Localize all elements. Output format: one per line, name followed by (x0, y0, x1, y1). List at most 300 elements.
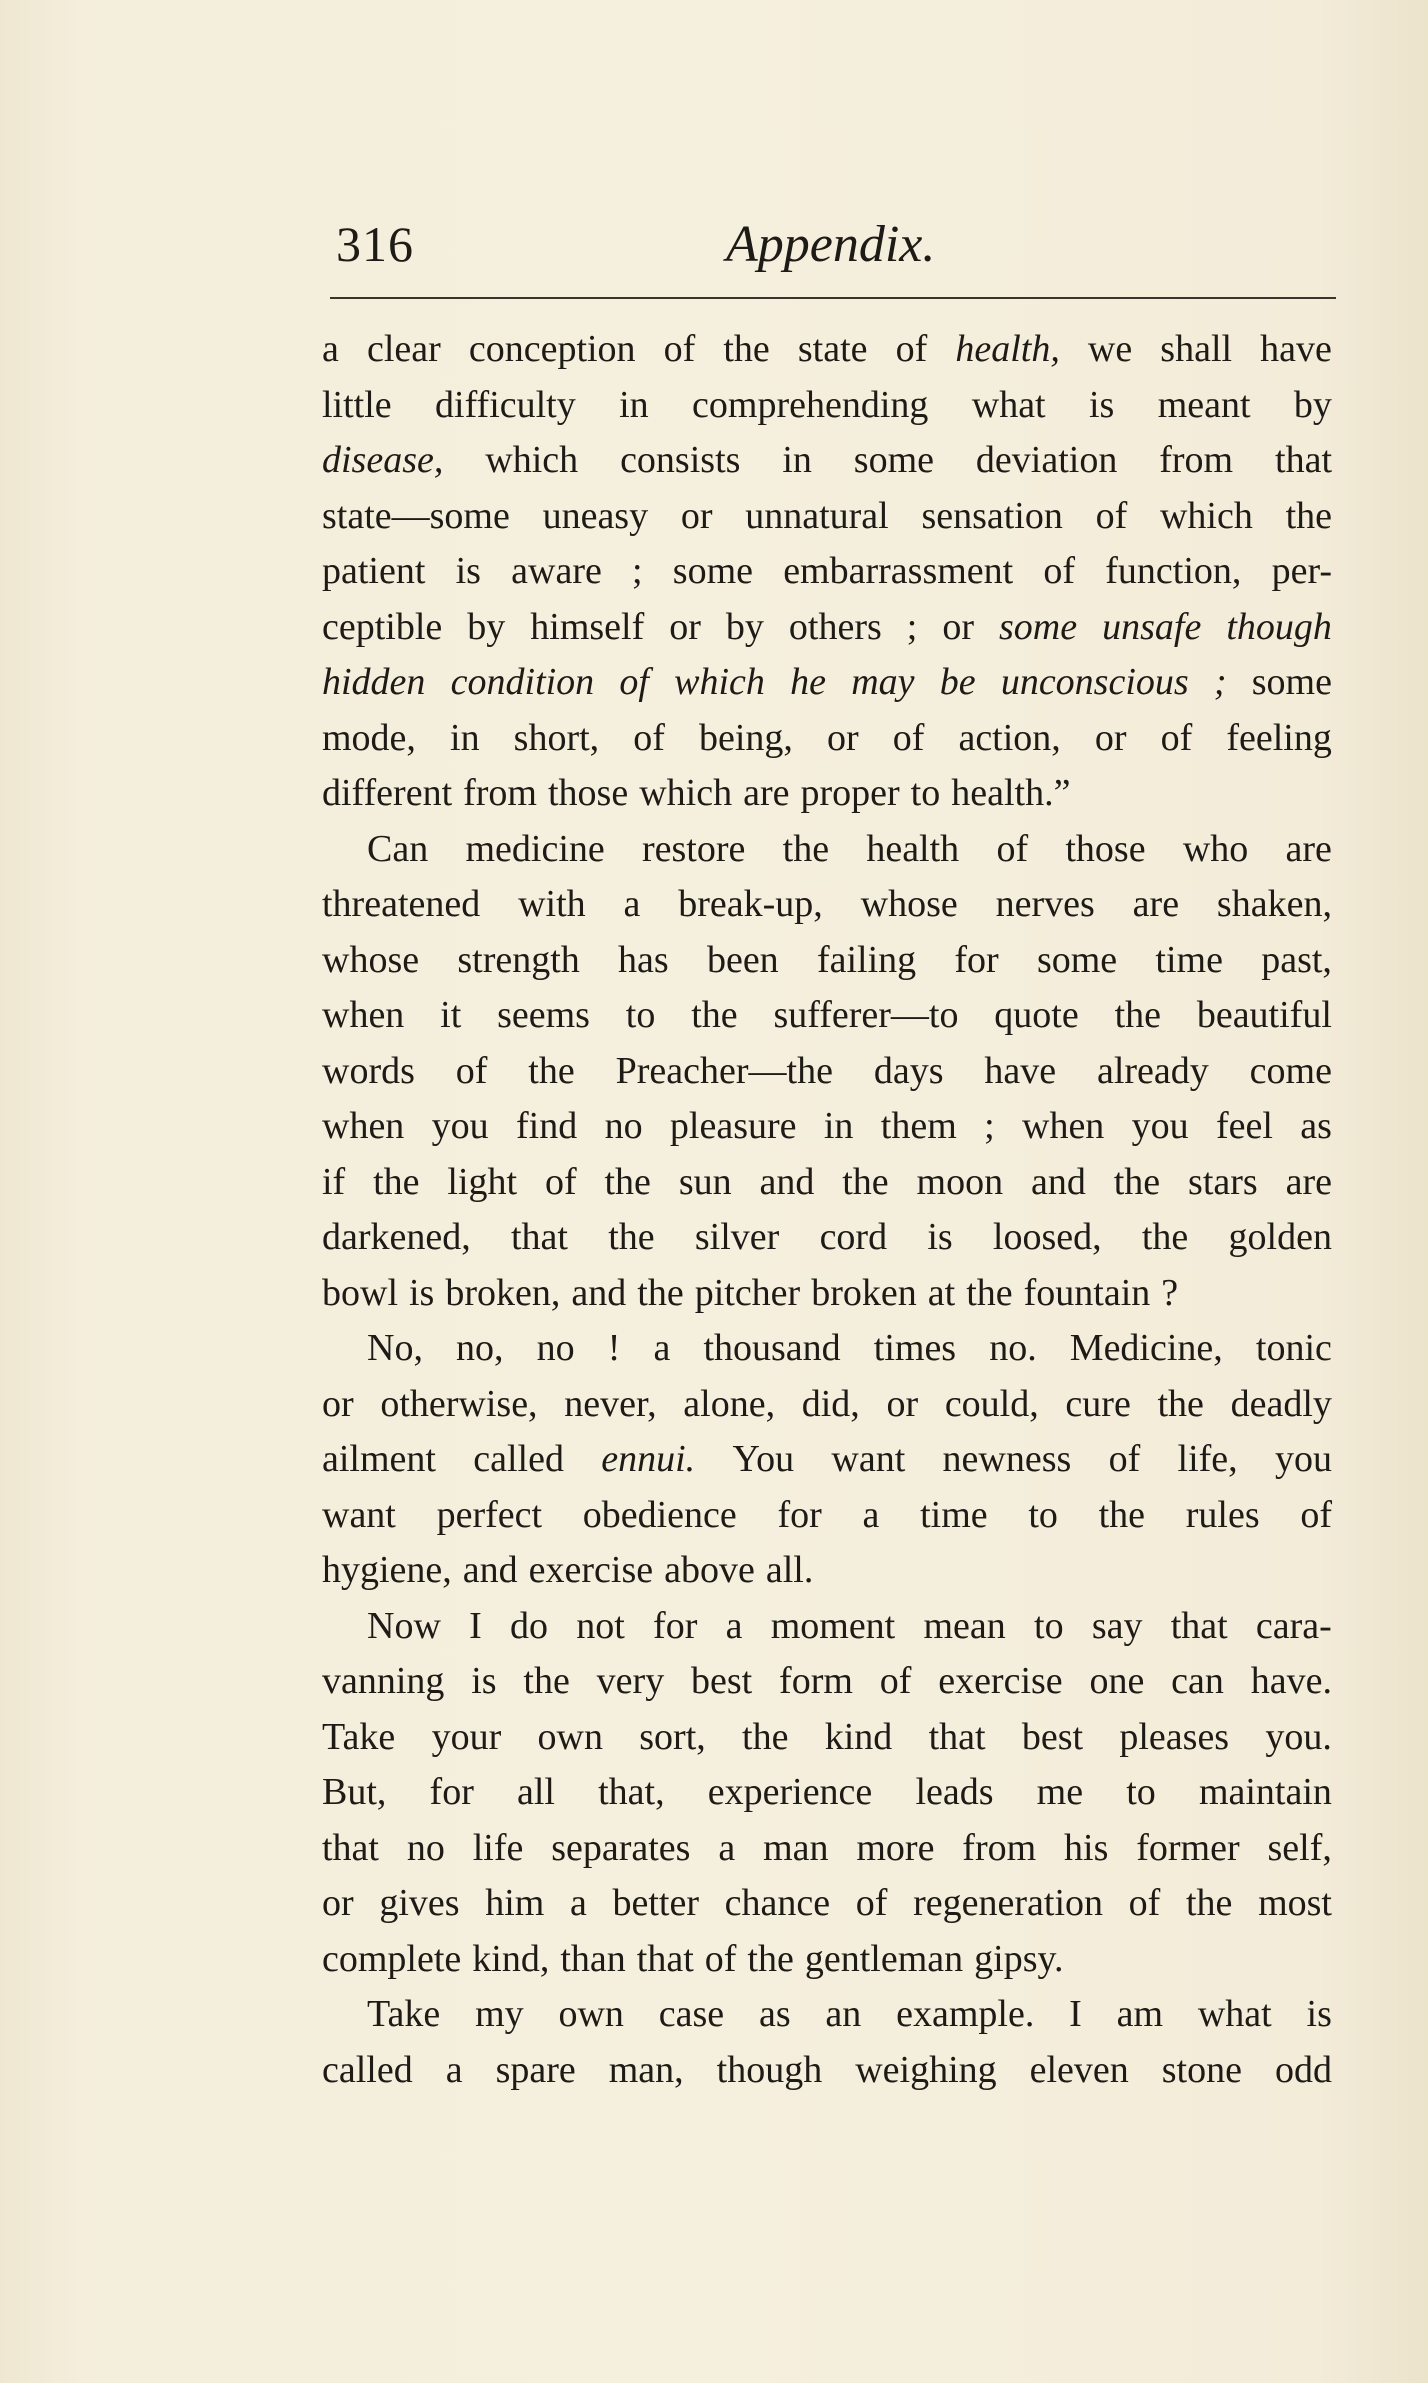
word: you. (1265, 1715, 1332, 1758)
word: of (892, 716, 925, 759)
word: seems (497, 994, 590, 1036)
word: some (672, 550, 753, 592)
word: who (1182, 827, 1249, 870)
text-line (322, 327, 1332, 383)
text-line (322, 660, 1332, 716)
word: the (604, 1160, 651, 1203)
word: form (779, 1660, 853, 1702)
word: to (1034, 1604, 1064, 1647)
word: threatened (322, 883, 481, 925)
word: alone, (683, 1382, 776, 1425)
text-line (322, 716, 1332, 772)
word: others (788, 605, 882, 648)
word: the (1185, 1882, 1233, 1924)
word: gentleman (804, 1937, 964, 1980)
word: never, (564, 1382, 657, 1425)
word: state (797, 328, 868, 370)
word: in (782, 439, 812, 481)
italic-word: condition (450, 661, 595, 703)
word: being, (698, 716, 793, 759)
word: the (1098, 1493, 1146, 1536)
word: of (663, 328, 696, 370)
word: or (680, 494, 713, 537)
word: aware (511, 550, 602, 592)
word: of (1108, 1438, 1141, 1480)
word: for (954, 938, 999, 981)
text-line (322, 1604, 1332, 1660)
word: that (322, 1826, 379, 1869)
word: no, (456, 1327, 504, 1369)
word: is (471, 1660, 497, 1702)
word: as (1300, 1105, 1332, 1147)
word: You (732, 1438, 795, 1480)
word: self, (1267, 1826, 1332, 1869)
word: you (431, 1105, 489, 1147)
word: darkened, (322, 1216, 471, 1258)
word: in (619, 383, 649, 426)
word: the (528, 1049, 575, 1092)
word: of (996, 827, 1029, 870)
word: find (516, 1105, 578, 1147)
word: or (886, 1382, 919, 1425)
word: one (1089, 1660, 1145, 1702)
word: from (1159, 439, 1234, 481)
word: silver (694, 1216, 780, 1258)
word: with (518, 883, 586, 925)
word: of (544, 1160, 577, 1203)
word: when (322, 1105, 405, 1147)
word: perfect (436, 1493, 543, 1536)
word: the (637, 1271, 684, 1314)
word: have. (1250, 1660, 1332, 1702)
word: himself (530, 605, 645, 648)
word: to (1028, 1493, 1058, 1536)
word: though (716, 2048, 823, 2091)
word: No, (367, 1327, 423, 1369)
word: former (1136, 1826, 1240, 1869)
word: newness (942, 1438, 1072, 1480)
word: by (1293, 383, 1332, 426)
word: say (1091, 1604, 1143, 1647)
word: Medicine, (1069, 1327, 1223, 1369)
word: want (322, 1493, 396, 1536)
word: tonic (1255, 1327, 1332, 1369)
word: a (623, 883, 641, 925)
word: otherwise, (380, 1382, 538, 1425)
word: broken (811, 1271, 917, 1314)
word: or (942, 605, 975, 648)
word: gipsy. (974, 1937, 1064, 1980)
word: am (1116, 1993, 1164, 2035)
word: quote (994, 994, 1079, 1036)
word: clear (366, 328, 441, 370)
word: that, (598, 1771, 665, 1813)
word: own (558, 1993, 624, 2035)
word: for (429, 1771, 474, 1813)
word: an (825, 1993, 862, 2035)
italic-word: unconscious (1000, 661, 1189, 703)
word: are (1285, 827, 1332, 870)
word: whose (860, 883, 958, 925)
word: feel (1216, 1105, 1273, 1147)
word: no. (989, 1327, 1037, 1369)
word: which (639, 772, 733, 814)
word: is (927, 1216, 953, 1258)
italic-word: may (851, 661, 915, 703)
word: health.” (951, 772, 1071, 814)
word: ; (984, 1105, 995, 1147)
word: or (1094, 716, 1127, 759)
word: come (1249, 1049, 1332, 1092)
word: those (1065, 827, 1146, 870)
word: Preacher—the (615, 1049, 833, 1092)
word: is (1088, 383, 1115, 426)
word: ; (632, 550, 643, 592)
text-line (322, 383, 1332, 439)
word: already (1096, 1049, 1209, 1092)
word: strength (457, 938, 580, 981)
word: of (1300, 1493, 1332, 1536)
word: medicine (465, 827, 605, 870)
word: example. (896, 1993, 1035, 2035)
text-line (322, 771, 1332, 827)
word: that (1170, 1604, 1228, 1647)
word: sensation (921, 494, 1063, 537)
word: the (691, 994, 738, 1036)
word: deviation (975, 439, 1118, 481)
text-line (322, 494, 1332, 550)
word: Take (367, 1993, 441, 2035)
word: what (971, 383, 1046, 426)
word: that (1275, 439, 1332, 481)
word: is (409, 1271, 435, 1314)
word: vanning (322, 1660, 445, 1702)
word: fountain (1023, 1271, 1151, 1314)
word: exercise (528, 1549, 654, 1591)
word: called (473, 1438, 564, 1480)
word: some (853, 439, 935, 481)
word: when (322, 994, 405, 1036)
text-line (322, 438, 1332, 494)
word: as (758, 1993, 791, 2035)
word: the (1141, 1216, 1189, 1258)
word: time (920, 1493, 988, 1536)
word: them (880, 1105, 957, 1147)
word: him (485, 1882, 545, 1924)
word: short, (513, 716, 600, 759)
word: the (1157, 1382, 1204, 1425)
word: have (1260, 328, 1332, 370)
word: I (469, 1604, 482, 1647)
italic-word: disease, (322, 439, 444, 481)
word: consists (620, 439, 741, 481)
word: exercise (938, 1660, 1063, 1702)
word: hygiene, (322, 1549, 452, 1591)
text-line (322, 549, 1332, 605)
word: embarrassment (783, 550, 1014, 592)
italic-word: be (939, 661, 976, 703)
word: no (406, 1826, 445, 1869)
word: chance (724, 1882, 831, 1924)
word: beautiful (1196, 994, 1332, 1036)
word: are (1132, 883, 1180, 925)
text-line (322, 1326, 1332, 1382)
word: of (1095, 494, 1128, 537)
text-line (322, 1493, 1332, 1549)
word: loosed, (992, 1216, 1102, 1258)
running-title: Appendix. (726, 216, 936, 273)
word: ceptible (322, 605, 443, 648)
italic-word: he (790, 661, 827, 703)
text-line (322, 1770, 1332, 1826)
word: comprehending (692, 383, 929, 426)
word: a (725, 1604, 743, 1647)
word: which (485, 439, 579, 481)
word: time (1155, 938, 1223, 981)
word: a (322, 328, 339, 370)
text-line (322, 1937, 1332, 1993)
text-line (322, 1659, 1332, 1715)
text-line (322, 1104, 1332, 1160)
word: are (743, 772, 790, 814)
word: times (873, 1327, 957, 1369)
word: sufferer—to (773, 994, 959, 1036)
italic-word: though (1226, 605, 1332, 648)
word: sun (678, 1160, 732, 1203)
word: that (928, 1715, 986, 1758)
word: the (742, 1715, 789, 1758)
word: Now (367, 1604, 441, 1647)
word: regeneration (913, 1882, 1103, 1924)
word: case (658, 1993, 725, 2035)
word: failing (816, 938, 917, 981)
text-line (322, 1215, 1332, 1271)
word: function, (1105, 550, 1242, 592)
word: shall (1160, 328, 1233, 370)
word: whose (322, 938, 420, 981)
text-line (322, 1715, 1332, 1771)
word: I (1069, 1993, 1082, 2035)
word: that (636, 1937, 694, 1980)
word: moment (770, 1604, 896, 1647)
word: for (777, 1493, 822, 1536)
word: pitcher (694, 1271, 801, 1314)
text-line (322, 882, 1332, 938)
word: break-up, (678, 883, 823, 925)
word: cure (1065, 1382, 1131, 1425)
word: of (879, 1660, 912, 1702)
word: can (1171, 1660, 1224, 1702)
word: spare (495, 2048, 576, 2091)
word: his (1064, 1826, 1109, 1869)
word: words (322, 1049, 415, 1092)
word: no (604, 1105, 643, 1147)
word: or (669, 605, 701, 648)
italic-word: of (619, 661, 649, 703)
word: the (1285, 494, 1332, 537)
word: sort, (639, 1715, 706, 1758)
text-line (322, 605, 1332, 661)
text-line (322, 2048, 1332, 2104)
word: shaken, (1216, 883, 1332, 925)
word: of (1043, 550, 1076, 592)
word: maintain (1198, 1771, 1332, 1813)
word: of (704, 1937, 737, 1980)
word: a (718, 1826, 736, 1869)
word: what (1197, 1993, 1272, 2035)
word: broken, (445, 1271, 561, 1314)
word: the (782, 827, 830, 870)
text-line (322, 938, 1332, 994)
word: me (1036, 1771, 1084, 1813)
word: odd (1274, 2048, 1332, 2091)
word: ? (1161, 1271, 1179, 1314)
word: Can (367, 827, 429, 870)
word: life, (1177, 1438, 1238, 1480)
word: difficulty (435, 383, 576, 426)
word: and (759, 1160, 815, 1203)
word: a (862, 1493, 880, 1536)
word: been (706, 938, 779, 981)
word: and (571, 1271, 627, 1314)
word: you (1131, 1105, 1189, 1147)
word: the (608, 1216, 655, 1258)
word: little (322, 383, 392, 426)
word: ! (607, 1327, 621, 1369)
word: of (1128, 1882, 1161, 1924)
word: for (653, 1604, 698, 1647)
word: meant (1157, 383, 1251, 426)
word: the (1114, 994, 1161, 1036)
word: do (510, 1604, 549, 1647)
text-line (322, 827, 1332, 883)
word: or (826, 716, 859, 759)
italic-word: ; (1213, 661, 1227, 703)
word: you (1274, 1438, 1332, 1480)
header-rule (330, 297, 1336, 299)
word: unnatural (745, 494, 889, 537)
page-header (336, 215, 1336, 285)
text-line (322, 1826, 1332, 1882)
word: if (322, 1160, 346, 1203)
word: But, (322, 1771, 387, 1813)
word: complete (322, 1937, 462, 1980)
word: the (1113, 1160, 1161, 1203)
word: a (653, 1327, 671, 1369)
word: than (560, 1937, 626, 1980)
word: golden (1228, 1216, 1332, 1258)
word: action, (958, 716, 1061, 759)
word: all. (765, 1549, 814, 1591)
body-text (322, 327, 1332, 2103)
word: called (322, 2048, 413, 2091)
word: gives (379, 1882, 460, 1924)
word: man, (608, 2048, 684, 2091)
text-line (322, 1271, 1332, 1327)
word: restore (642, 827, 746, 870)
word: very (596, 1660, 665, 1702)
word: better (612, 1882, 700, 1924)
word: bowl (322, 1271, 398, 1314)
text-line (322, 1992, 1332, 2048)
word: per- (1271, 550, 1332, 592)
text-line (322, 1881, 1332, 1937)
word: thousand (703, 1327, 841, 1369)
word: nerves (995, 883, 1095, 925)
word: most (1258, 1882, 1332, 1924)
word: uneasy (542, 494, 649, 537)
word: light (447, 1160, 518, 1203)
word: the (966, 1271, 1013, 1314)
text-line (322, 1049, 1332, 1105)
word: best (691, 1660, 753, 1702)
word: a (569, 1882, 587, 1924)
word: not (576, 1604, 625, 1647)
word: weighing (855, 2048, 997, 2091)
word: pleasure (669, 1105, 797, 1147)
text-line (322, 1382, 1332, 1438)
page-number: 316 (336, 216, 414, 272)
word: own (537, 1715, 603, 1758)
word: at (927, 1271, 956, 1314)
word: to (910, 772, 941, 814)
word: from (463, 772, 537, 814)
text-line (322, 1160, 1332, 1216)
word: which (1159, 494, 1253, 537)
word: proper (800, 772, 900, 814)
word: some (1036, 938, 1118, 981)
word: some (1251, 661, 1332, 703)
word: cord (819, 1216, 888, 1258)
word: the (842, 1160, 889, 1203)
word: in (450, 716, 480, 759)
word: that (511, 1216, 568, 1258)
word: of (1160, 716, 1193, 759)
word: has (618, 938, 669, 981)
word: or (322, 1882, 354, 1924)
word: my (475, 1993, 524, 2035)
word: of (855, 1882, 888, 1924)
word: more (856, 1826, 935, 1869)
word: when (1022, 1105, 1105, 1147)
word: separates (551, 1826, 691, 1869)
word: life (472, 1826, 524, 1869)
word: kind, (472, 1937, 550, 1980)
word: the (747, 1937, 794, 1980)
word: conception (468, 328, 636, 370)
italic-word: which (674, 661, 765, 703)
word: from (962, 1826, 1037, 1869)
word: best (1021, 1715, 1084, 1758)
word: those (548, 772, 629, 814)
word: by (467, 605, 506, 648)
italic-word: unsafe (1102, 605, 1202, 648)
word: your (431, 1715, 502, 1758)
word: Take (322, 1715, 396, 1758)
word: mean (923, 1604, 1006, 1647)
word: to (625, 994, 656, 1036)
word: above (664, 1549, 755, 1591)
word: have (984, 1049, 1057, 1092)
word: cara- (1255, 1604, 1332, 1647)
word: stars (1188, 1160, 1258, 1203)
word: no (536, 1327, 575, 1369)
word: is (455, 550, 481, 592)
word: state—some (322, 494, 510, 537)
word: man (763, 1826, 829, 1869)
word: experience (707, 1771, 873, 1813)
word: the (523, 1660, 570, 1702)
